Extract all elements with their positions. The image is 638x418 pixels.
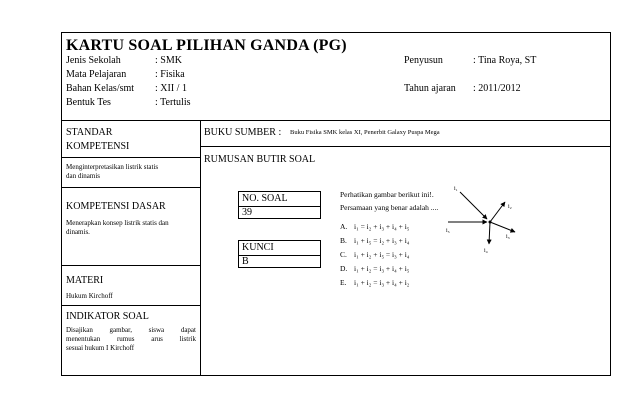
option-b-text: i₁ + i₅ = i₂ + i₃ + i₄ bbox=[354, 236, 410, 245]
current-i1-arrow bbox=[460, 192, 487, 219]
kd-text-2: dinamis. bbox=[66, 228, 90, 236]
buku-divider bbox=[200, 146, 611, 147]
sk-text-divider bbox=[61, 187, 200, 188]
bentuk-value: : Tertulis bbox=[155, 97, 191, 108]
kunci-divider bbox=[238, 255, 321, 256]
no-soal-value: 39 bbox=[242, 207, 252, 218]
kd-divider bbox=[61, 265, 200, 266]
materi-text: Hukum Kirchoff bbox=[66, 292, 113, 300]
option-a-text: i₁ = i₂ + i₃ + i₄ + i₅ bbox=[354, 222, 410, 231]
indikator-text-3: sesuai hukum I Kirchoff bbox=[66, 344, 135, 352]
penyusun-value: : Tina Roya, ST bbox=[473, 55, 537, 66]
jenis-sekolah-value: : SMK bbox=[155, 55, 182, 66]
option-d-text: i₁ + i₂ = i₃ + i₄ + i₅ bbox=[354, 264, 410, 273]
column-divider bbox=[200, 120, 201, 376]
option-b-letter: B. bbox=[340, 236, 347, 245]
buku-sumber-label: BUKU SUMBER : bbox=[204, 127, 282, 138]
kunci-label: KUNCI bbox=[242, 242, 274, 253]
label-i2: i₂ bbox=[508, 204, 512, 210]
sk-text-1: Menginterpretasikan listrik statis bbox=[66, 163, 159, 171]
header-divider bbox=[61, 120, 611, 121]
page-title: KARTU SOAL PILIHAN GANDA (PG) bbox=[66, 37, 347, 54]
sk-divider bbox=[61, 157, 200, 158]
bentuk-label: Bentuk Tes bbox=[66, 97, 111, 108]
kelas-value: : XII / 1 bbox=[155, 83, 187, 94]
current-i4-arrow bbox=[489, 222, 490, 244]
question-line-2: Persamaan yang benar adalah .... bbox=[340, 203, 439, 212]
current-i3-arrow bbox=[490, 222, 515, 232]
tahun-value: : 2011/2012 bbox=[473, 83, 521, 94]
rumusan-heading: RUMUSAN BUTIR SOAL bbox=[204, 154, 316, 165]
kd-heading: KOMPETENSI DASAR bbox=[66, 201, 166, 212]
label-i3: i₃ bbox=[506, 234, 510, 240]
sk-heading-1: STANDAR bbox=[66, 127, 113, 138]
penyusun-label: Penyusun bbox=[404, 55, 443, 66]
label-i5: i₅ bbox=[446, 228, 450, 234]
option-c-letter: C. bbox=[340, 250, 347, 259]
materi-divider bbox=[61, 305, 200, 306]
kunci-value: B bbox=[242, 256, 249, 267]
option-e-text: i₁ + i₂ = i₃ + i₄ + i₂ bbox=[354, 278, 410, 287]
question-line-1: Perhatikan gambar berikut ini!. bbox=[340, 190, 434, 199]
jenis-sekolah-label: Jenis Sekolah bbox=[66, 55, 121, 66]
mapel-label: Mata Pelajaran bbox=[66, 69, 127, 80]
indikator-heading: INDIKATOR SOAL bbox=[66, 311, 149, 322]
junction-node bbox=[489, 221, 492, 224]
kirchhoff-junction-diagram bbox=[440, 180, 530, 255]
option-e-letter: E. bbox=[340, 278, 347, 287]
label-i4: i₄ bbox=[484, 248, 488, 254]
option-c-text: i₁ + i₂ + i₅ = i₃ + i₄ bbox=[354, 250, 410, 259]
sk-text-2: dan dinamis bbox=[66, 172, 101, 180]
materi-heading: MATERI bbox=[66, 275, 104, 286]
kelas-label: Bahan Kelas/smt bbox=[66, 83, 135, 94]
indikator-text-2: menentukan rumus arus listrik bbox=[66, 335, 196, 343]
tahun-label: Tahun ajaran bbox=[404, 83, 456, 94]
kd-text-1: Menerapkan konsep listrik statis dan bbox=[66, 219, 169, 227]
option-d-letter: D. bbox=[340, 264, 348, 273]
mapel-value: : Fisika bbox=[155, 69, 185, 80]
no-soal-label: NO. SOAL bbox=[242, 193, 288, 204]
label-i1: i₁ bbox=[454, 186, 458, 192]
sk-heading-2: KOMPETENSI bbox=[66, 141, 130, 152]
buku-sumber-value: Buku Fisika SMK kelas XI, Penerbit Galaxy Puspa Mega bbox=[290, 129, 440, 136]
current-i2-arrow bbox=[490, 202, 505, 222]
indikator-text-1: Disajikan gambar, siswa dapat bbox=[66, 326, 196, 334]
option-a-letter: A. bbox=[340, 222, 348, 231]
